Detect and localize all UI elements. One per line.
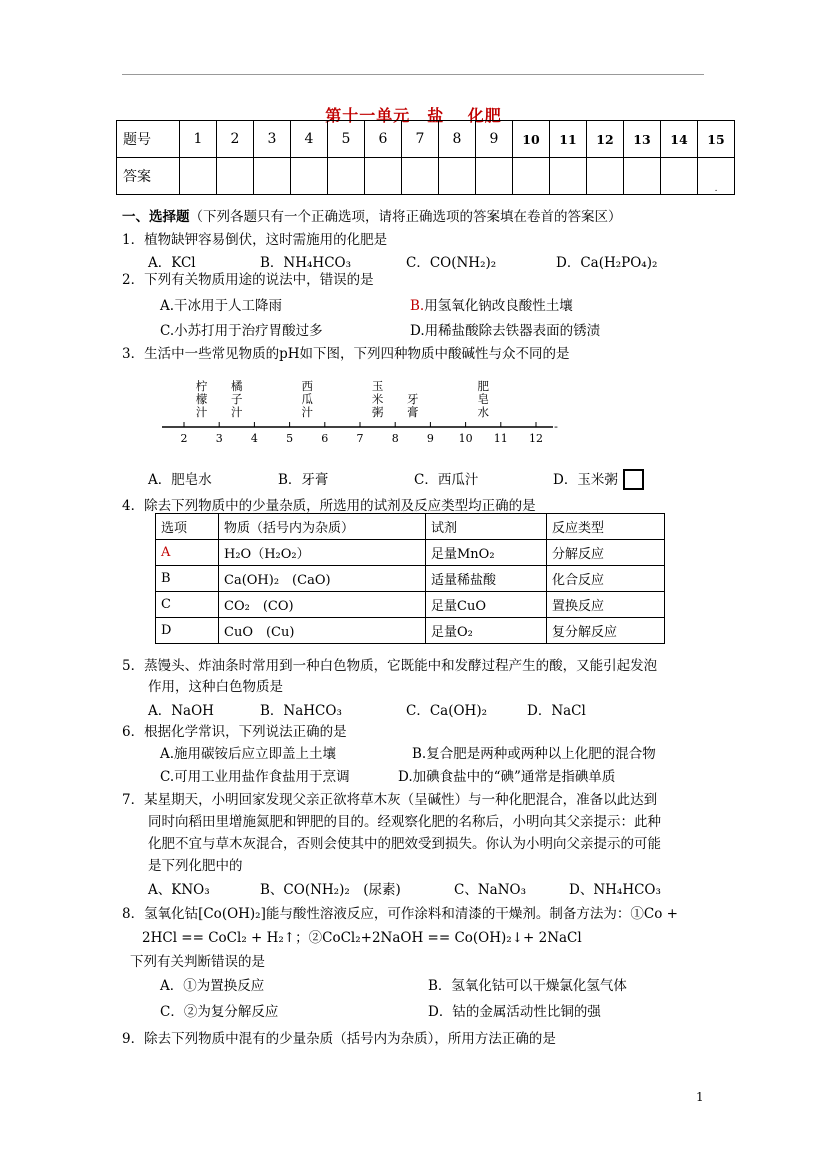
- ph-substance-label: [372, 379, 384, 419]
- question-number: 8: [439, 121, 476, 158]
- question-number: 7: [402, 121, 439, 158]
- q3-option-a[interactable]: A．肥皂水: [148, 472, 212, 488]
- q6-option-a[interactable]: A.施用碳铵后应立即盖上土壤: [160, 746, 337, 762]
- ph-substance-char: 瓜: [301, 392, 313, 406]
- q4-reaction-cell: 复分解反应: [547, 618, 665, 644]
- q1-option-c[interactable]: C．CO(NH₂)₂: [406, 255, 497, 271]
- q5-option-b[interactable]: B．NaHCO₃: [260, 703, 342, 719]
- ph-axis-arrow: -: [554, 420, 558, 433]
- section-heading: [122, 205, 622, 225]
- q7-option-a[interactable]: A、KNO₃: [148, 882, 210, 898]
- q4-option-cell: C: [156, 592, 219, 618]
- table-row: [156, 540, 665, 566]
- q4-reagent-cell: 适量稀盐酸: [426, 566, 547, 592]
- answer-cell[interactable]: [513, 158, 550, 195]
- q7-stem-line2: 同时向稻田里增施氮肥和钾肥的目的。经观察化肥的名称后，小明向其父亲提示：此种: [148, 814, 661, 830]
- ph-substance-char: 牙: [407, 392, 419, 406]
- question-number: 11: [550, 121, 587, 158]
- ph-substance-label: [196, 379, 208, 419]
- question-number: 4: [291, 121, 328, 158]
- q4-table-header: [156, 514, 665, 540]
- q2-option-b[interactable]: [410, 294, 573, 314]
- q4-substance-cell: H₂O（H₂O₂）: [219, 540, 426, 566]
- ph-substance-char: 肥: [477, 379, 489, 393]
- q7-option-d[interactable]: D、NH₄HCO₃: [569, 882, 661, 898]
- answer-cell[interactable]: [661, 158, 698, 195]
- q2-option-b-letter: B.: [410, 298, 425, 314]
- ph-tick-label: 6: [321, 432, 329, 445]
- question-number: 1: [180, 121, 217, 158]
- ph-tick-label: 7: [356, 432, 364, 445]
- question-number: 3: [254, 121, 291, 158]
- answer-row-label: 答案: [117, 158, 180, 195]
- q4-reagent-cell: 足量O₂: [426, 618, 547, 644]
- q4-option-cell: B: [156, 566, 219, 592]
- q4-reaction-cell: 分解反应: [547, 540, 665, 566]
- ph-substance-char: 米: [371, 392, 384, 406]
- q1-option-a[interactable]: A．KCl: [148, 255, 196, 271]
- ph-substance-char: 橘: [231, 379, 243, 393]
- q8-stem-line1: 8．氢氧化钴[Co(OH)₂]能与酸性溶液反应，可作涂料和清漆的干燥剂。制备方法为：①Co +: [122, 906, 678, 922]
- q4-option-cell: D: [156, 618, 219, 644]
- q8-stem-line2: 2HCl == CoCl₂ + H₂↑；②CoCl₂+2NaOH == Co(OH)₂↓+ 2NaCl: [142, 930, 582, 946]
- q4-header-cell: 反应类型: [547, 514, 665, 540]
- answer-cell[interactable]: [624, 158, 661, 195]
- ph-substance-char: 皂: [477, 392, 489, 406]
- q4-header-cell: 选项: [156, 514, 219, 540]
- q4-substance-cell: CuO (Cu): [219, 618, 426, 644]
- answer-cell[interactable]: [328, 158, 365, 195]
- q4-option-cell: A: [156, 540, 219, 566]
- ph-tick-label: 12: [529, 432, 543, 445]
- q3-option-b[interactable]: B．牙膏: [278, 472, 329, 488]
- ph-tick-label: 11: [493, 432, 508, 445]
- q8-option-a[interactable]: A．①为置换反应: [160, 978, 265, 994]
- answer-cell[interactable]: [402, 158, 439, 195]
- answer-checkbox[interactable]: [623, 469, 644, 490]
- q4-reaction-cell: 化合反应: [547, 566, 665, 592]
- q4-substance-cell: Ca(OH)₂ (CaO): [219, 566, 426, 592]
- q2-option-d[interactable]: D.用稀盐酸除去铁器表面的锈渍: [410, 323, 601, 339]
- q4-reagent-cell: 足量MnO₂: [426, 540, 547, 566]
- q5-option-c[interactable]: C．Ca(OH)₂: [406, 703, 487, 719]
- q1-option-d[interactable]: D．Ca(H₂PO₄)₂: [556, 255, 658, 271]
- q8-stem-line3: 下列有关判断错误的是: [130, 954, 265, 970]
- number-row-label: 题号: [117, 121, 180, 158]
- q5-option-a[interactable]: A．NaOH: [148, 703, 214, 719]
- ph-tick-label: 8: [391, 432, 399, 445]
- question-number: 14: [661, 121, 698, 158]
- table-row: [156, 592, 665, 618]
- q3-option-d[interactable]: D．玉米粥: [553, 472, 618, 488]
- q4-table: [155, 513, 665, 644]
- q6-option-c[interactable]: C.可用工业用盐作食盐用于烹调: [160, 769, 350, 785]
- ph-substance-label: [301, 379, 313, 419]
- q4-substance-cell: CO₂ (CO): [219, 592, 426, 618]
- section-title: 一、选择题: [122, 209, 190, 225]
- question-number: 9: [476, 121, 513, 158]
- ph-tick-label: 10: [458, 432, 473, 445]
- ph-substance-char: 汁: [231, 405, 243, 419]
- q4-header-cell: 物质（括号内为杂质）: [219, 514, 426, 540]
- ph-tick-label: 9: [426, 432, 434, 445]
- question-number: 5: [328, 121, 365, 158]
- q8-option-b[interactable]: B．氢氧化钴可以干燥氯化氢气体: [428, 978, 627, 994]
- header-rule: [122, 74, 704, 75]
- answer-cell[interactable]: [550, 158, 587, 195]
- answer-cell[interactable]: [254, 158, 291, 195]
- answer-cell[interactable]: [180, 158, 217, 195]
- q8-option-c[interactable]: C．②为复分解反应: [160, 1004, 279, 1020]
- ph-scale-figure: [150, 372, 570, 448]
- ph-substance-label: [477, 379, 489, 419]
- table-row: [156, 618, 665, 644]
- question-number: 12: [587, 121, 624, 158]
- q4-header-cell: 试剂: [426, 514, 547, 540]
- q8-option-d[interactable]: D．钴的金属活动性比铜的强: [428, 1004, 601, 1020]
- ph-substance-char: 子: [231, 392, 243, 406]
- q5-stem-line1: 5．蒸馒头、炸油条时常用到一种白色物质，它既能中和发酵过程产生的酸，又能引起发泡: [122, 658, 658, 674]
- q7-stem-line4: 是下列化肥中的: [148, 858, 243, 874]
- q9-stem: 9．除去下列物质中混有的少量杂质（括号内为杂质），所用方法正确的是: [122, 1031, 556, 1047]
- section-instructions: （下列各题只有一个正确选项，请将正确选项的答案填在卷首的答案区）: [189, 209, 622, 225]
- ph-substance-char: 檬: [195, 392, 208, 406]
- q2-stem: 2．下列有关物质用途的说法中，错误的是: [122, 272, 374, 288]
- ph-substance-char: 西: [301, 379, 313, 393]
- q2-option-a[interactable]: A.干冰用于人工降雨: [160, 298, 283, 314]
- q5-stem-line2: 作用，这种白色物质是: [148, 679, 283, 695]
- answer-table-answer-row: [117, 158, 735, 195]
- answer-table-number-row: [117, 121, 735, 158]
- answer-cell[interactable]: [217, 158, 254, 195]
- q6-option-d[interactable]: D.加碘食盐中的“碘”通常是指碘单质: [398, 769, 616, 785]
- ph-substance-char: 汁: [195, 405, 208, 419]
- q6-stem: 6．根据化学常识，下列说法正确的是: [122, 724, 347, 740]
- answer-cell[interactable]: [365, 158, 402, 195]
- answer-cell[interactable]: [439, 158, 476, 195]
- answer-cell[interactable]: [587, 158, 624, 195]
- ph-substance-char: 膏: [407, 405, 419, 419]
- q7-option-b[interactable]: B、CO(NH₂)₂ (尿素): [260, 882, 401, 898]
- page-number: 1: [696, 1090, 704, 1104]
- answer-cell[interactable]: [476, 158, 513, 195]
- table-row: [156, 566, 665, 592]
- ph-tick-label: 5: [286, 432, 294, 445]
- answer-table: [116, 120, 735, 195]
- q6-option-b[interactable]: B.复合肥是两种或两种以上化肥的混合物: [412, 746, 656, 762]
- ph-tick-label: 2: [180, 432, 188, 445]
- ph-substance-char: 玉: [371, 379, 384, 393]
- question-number: 10: [513, 121, 550, 158]
- ph-substance-label: [407, 392, 419, 419]
- question-number: 6: [365, 121, 402, 158]
- q7-stem-line1: 7．某星期天，小明回家发现父亲正欲将草木灰（呈碱性）与一种化肥混合，准备以此达到: [122, 792, 658, 808]
- page-title: 第十一单元 盐 化肥: [325, 106, 502, 125]
- ph-substance-char: 汁: [301, 405, 313, 419]
- answer-cell[interactable]: [291, 158, 328, 195]
- question-number: 2: [217, 121, 254, 158]
- ph-substance-char: 水: [477, 405, 489, 419]
- q1-stem: 1．植物缺钾容易倒伏，这时需施用的化肥是: [122, 232, 388, 248]
- question-number: 15: [698, 121, 735, 158]
- answer-cell[interactable]: .: [698, 158, 735, 195]
- q2-option-c[interactable]: C.小苏打用于治疗胃酸过多: [160, 323, 323, 339]
- q3-stem: 3．生活中一些常见物质的pH如下图，下列四种物质中酸碱性与众不同的是: [122, 346, 570, 362]
- q7-option-c[interactable]: C、NaNO₃: [454, 882, 526, 898]
- ph-substance-char: 柠: [195, 379, 208, 393]
- ph-substance-label: [231, 379, 243, 419]
- q1-option-b[interactable]: B．NH₄HCO₃: [260, 255, 351, 271]
- q2-option-b-text: 用氢氧化钠改良酸性土壤: [424, 298, 573, 314]
- q4-stem: 4．除去下列物质中的少量杂质，所选用的试剂及反应类型均正确的是: [122, 498, 536, 514]
- ph-tick-label: 4: [250, 432, 258, 445]
- ph-substance-char: 粥: [371, 405, 384, 419]
- q4-reagent-cell: 足量CuO: [426, 592, 547, 618]
- ph-tick-label: 3: [215, 432, 223, 445]
- q3-option-c[interactable]: C．西瓜汁: [414, 472, 479, 488]
- q7-stem-line3: 化肥不宜与草木灰混合，否则会使其中的肥效受到损失。你认为小明向父亲提示的可能: [148, 836, 661, 852]
- q5-option-d[interactable]: D．NaCl: [527, 703, 586, 719]
- q4-reaction-cell: 置换反应: [547, 592, 665, 618]
- question-number: 13: [624, 121, 661, 158]
